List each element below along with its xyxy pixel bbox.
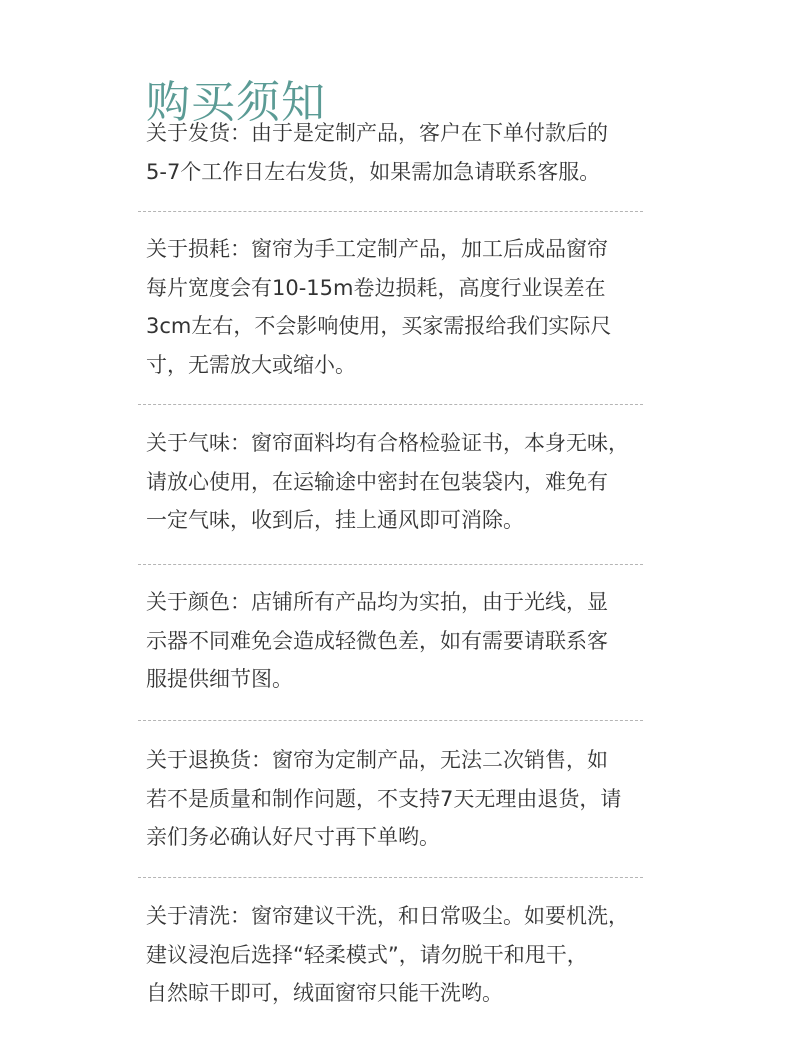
divider — [138, 564, 643, 565]
section-line: 每片宽度会有10-15m卷边损耗，高度行业误差在 — [146, 275, 606, 300]
divider — [138, 720, 643, 721]
section-line: 一定气味，收到后，挂上通风即可消除。 — [146, 508, 524, 532]
page-title: 购买须知 — [146, 77, 326, 129]
section-line: 建议浸泡后选择“轻柔模式”，请勿脱干和甩干， — [146, 942, 588, 967]
section-line: 关于退换货：窗帘为定制产品，无法二次销售，如 — [146, 748, 608, 772]
section-line: 3cm左右，不会影响使用，买家需报给我们实际尺 — [146, 314, 612, 338]
section-line: 关于发货：由于是定制产品，客户在下单付款后的 — [146, 121, 608, 145]
section-line: 示器不同难免会造成轻微色差，如有需要请联系客 — [146, 628, 608, 653]
section-line: 关于颜色：店铺所有产品均为实拍，由于光线，显 — [146, 590, 608, 614]
section-wastage — [146, 230, 666, 384]
section-returns — [146, 741, 666, 857]
section-line: 亲们务必确认好尺寸再下单哟。 — [146, 825, 440, 849]
divider — [138, 211, 643, 212]
divider — [138, 404, 643, 405]
divider — [138, 877, 643, 878]
section-line: 寸，无需放大或缩小。 — [146, 352, 356, 377]
section-shipping — [146, 114, 666, 191]
section-line: 关于损耗：窗帘为手工定制产品，加工后成品窗帘 — [146, 237, 608, 261]
section-cleaning — [146, 897, 666, 1013]
section-line: 请放心使用，在运输途中密封在包装袋内，难免有 — [146, 469, 608, 494]
section-line: 自然晾干即可，绒面窗帘只能干洗哟。 — [146, 981, 503, 1005]
section-line: 关于清洗：窗帘建议干洗，和日常吸尘。如要机洗， — [146, 904, 629, 928]
section-line: 若不是质量和制作问题，不支持7天无理由退货，请 — [146, 786, 622, 811]
section-line: 服提供细节图。 — [146, 667, 293, 691]
section-color — [146, 583, 666, 699]
section-line: 5-7个工作日左右发货，如果需加急请联系客服。 — [146, 159, 601, 184]
section-odor — [146, 424, 666, 540]
section-line: 关于气味：窗帘面料均有合格检验证书，本身无味， — [146, 431, 629, 455]
